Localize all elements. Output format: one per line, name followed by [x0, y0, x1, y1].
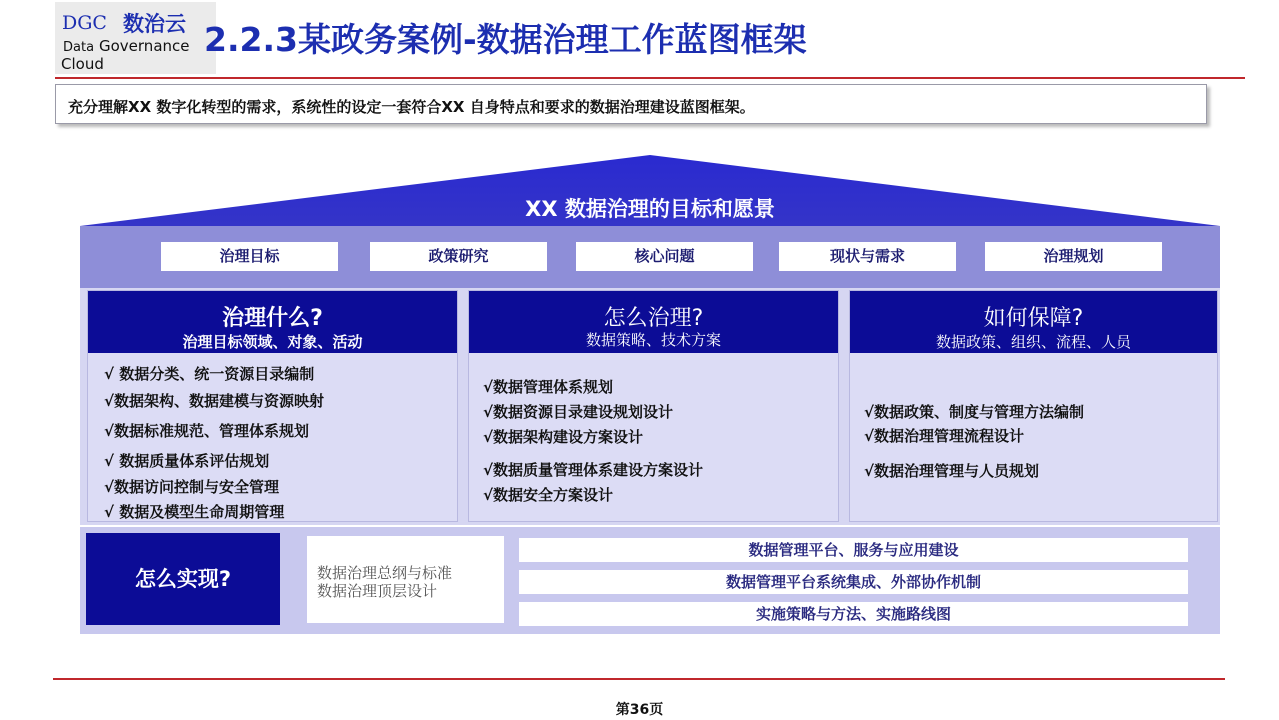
list-item: √ 数据质量体系评估规划 — [104, 452, 270, 470]
intro-box — [55, 84, 1207, 124]
logo-governance: Governance — [99, 37, 190, 55]
pillar-how-header — [469, 291, 838, 353]
list-item: √数据治理管理与人员规划 — [864, 462, 1040, 480]
pillar-how-subtitle: 数据策略、技术方案 — [585, 331, 721, 349]
intro-text: 充分理解XX 数字化转型的需求，系统性的设定一套符合XX 自身特点和要求的数据治理建设蓝图框架。 — [68, 98, 755, 116]
tag-status-needs: 现状与需求 — [779, 242, 956, 271]
list-item: √数据政策、制度与管理方法编制 — [864, 403, 1085, 421]
list-item: √ 数据分类、统一资源目录编制 — [104, 365, 315, 383]
pillar-ensure-header — [850, 291, 1217, 353]
page-title: 2.2.3某政务案例-数据治理工作蓝图框架 — [204, 20, 807, 59]
tag-governance-goal: 治理目标 — [161, 242, 338, 271]
logo-data: Data — [63, 40, 95, 55]
pillar-ensure — [849, 290, 1218, 522]
list-item: √数据架构、数据建模与资源映射 — [104, 392, 325, 410]
logo — [55, 2, 216, 74]
logo-dgc: DGC — [62, 12, 107, 34]
vision-title: XX 数据治理的目标和愿景 — [525, 197, 775, 221]
list-item: √数据管理体系规划 — [483, 378, 614, 396]
list-item: √数据访问控制与安全管理 — [104, 478, 280, 496]
list-item: √ 数据及模型生命周期管理 — [104, 503, 285, 521]
pillar-ensure-subtitle: 数据政策、组织、流程、人员 — [935, 333, 1131, 351]
pillar-what-title: 治理什么? — [222, 306, 323, 331]
list-item: √数据架构建设方案设计 — [483, 428, 644, 446]
implementation-box-line: 数据治理总纲与标准 — [317, 564, 453, 582]
implementation-bar: 实施策略与方法、实施路线图 — [519, 602, 1188, 626]
tag-policy-research: 政策研究 — [370, 242, 547, 271]
logo-cn: 数治云 — [123, 12, 186, 36]
header-divider — [55, 77, 1245, 79]
tag-governance-plan: 治理规划 — [985, 242, 1162, 271]
tag-core-issues: 核心问题 — [576, 242, 753, 271]
list-item: √数据安全方案设计 — [483, 486, 614, 504]
logo-cloud: Cloud — [61, 55, 104, 73]
list-item: √数据标准规范、管理体系规划 — [104, 422, 310, 440]
implementation-bar: 数据管理平台系统集成、外部协作机制 — [519, 570, 1188, 594]
pillar-what — [87, 290, 458, 522]
footer-divider — [53, 678, 1225, 680]
implementation-label: 怎么实现? — [86, 533, 280, 625]
pillar-how — [468, 290, 839, 522]
pillar-what-subtitle: 治理目标领域、对象、活动 — [182, 333, 363, 351]
implementation-box-line: 数据治理顶层设计 — [317, 582, 438, 600]
pillar-what-header — [88, 291, 457, 353]
implementation-bar: 数据管理平台、服务与应用建设 — [519, 538, 1188, 562]
implementation-box — [307, 536, 504, 623]
list-item: √数据质量管理体系建设方案设计 — [483, 461, 704, 479]
page-number: 第36页 — [615, 702, 664, 718]
list-item: √数据治理管理流程设计 — [864, 427, 1025, 445]
list-item: √数据资源目录建设规划设计 — [483, 403, 674, 421]
pillar-ensure-title: 如何保障? — [983, 306, 1084, 331]
pillar-how-title: 怎么治理? — [603, 306, 704, 331]
